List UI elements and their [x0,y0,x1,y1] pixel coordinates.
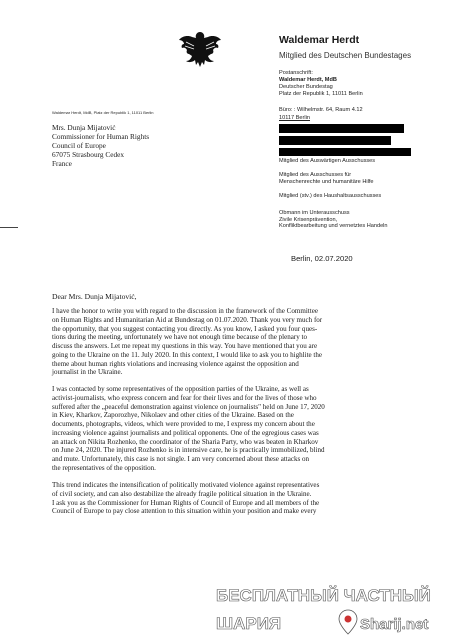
text-line: in Kiev, Kharkov, Zaporozhye, Nikolaev and other cities of the Ukraine. Based on the [52,411,294,420]
fold-mark [0,227,18,228]
text-line: suffered after the „peaceful demonstration against violence on journalists" held on June 17, 2020 [52,402,325,411]
pin-icon [339,610,357,634]
text-line: going to the Ukraine on the 11. July 2020. In this context, I would like to ask you to highlite the [52,350,323,359]
body-paragraph [52,307,417,377]
postal-label: Postanschrift: [279,70,313,76]
sender-name: Waldemar Herdt [279,34,360,46]
watermark-line2: ШАРИЯ [216,614,282,633]
postal-line-name: Waldemar Herdt, MdB [279,77,337,83]
text-line: an attack on Nikita Rozhenko, the coordinator of the Sharia Party, who was beaten in Kharkov [52,437,319,446]
office-postcode: 10117 Berlin [279,115,310,121]
watermark-line1: БЕСПЛАТНЫЙ ЧАСТНЫЙ [216,586,431,605]
sender-subtitle: Mitglied des Deutschen Bundestages [279,51,412,60]
recipient-address: Mrs. Dunja Mijatović Commissioner for Human Rights Council of Europe 67075 Strasbourg Cedex France [52,123,150,168]
redaction-bar [279,148,411,156]
committee-item: Mitglied des Ausschusses für Menschenrechte und humanitäre Hilfe [279,172,374,185]
body-paragraph [52,385,417,473]
text-line: increasing violence against journalists and political opponents. One of the egregious cases was [52,428,319,437]
text-line: activist-journalists, who express concern and fear for their lives and for the lives of those who [52,393,317,402]
committee-item: Mitglied des Auswärtigen Ausschusses [279,158,376,164]
text-line: tions during the meeting, unfortunately we have not enough time because of the plenary to [52,333,307,342]
text-line: on June 24, 2020. The injured Rozhenko is in intensive care, he is practically immobilized, blind [52,446,325,455]
text-line: and mute. Unfortunately, this case is not single. I am very concerned about these attacks on [52,455,310,463]
text-line: I ask you as the Commissioner for Human Rights of Council of Europe and all members of the [52,498,320,507]
text-line: Council of Europe to pay close attention to this situation within your position and make every [52,507,317,516]
redaction-bar [279,124,404,133]
text-line: I have the honor to write you with regard to the discussion in the framework of the Committee [52,307,318,315]
text-line: I was contacted by some representatives of the opposition parties of the Ukraine, as well as [52,385,309,393]
return-address: Waldemar Herdt, MdB, Platz der Republik 1, 11011 Berlin [52,110,154,115]
office-address: Büro: : Wilhelmstr. 64, Raum 4.12 [279,107,363,113]
postal-line-institution: Deutscher Bundestag [279,84,333,90]
body-paragraph [52,481,417,516]
text-line: the opportunity, that you suggest contacting you directly. As you know, I asked you four ques- [52,324,318,333]
text-line: discuss the answers. Let me repeat my questions in this way. You have mentioned that you are [52,342,318,350]
postal-line-street: Platz der Republik 1, 11011 Berlin [279,91,363,97]
committee-item: Mitglied (stv.) des Haushaltsausschusses [279,193,382,199]
text-line: journalist in the Ukraine. [52,368,123,377]
salutation: Dear Mrs. Dunja Mijatović, [52,292,137,301]
watermark-site: Sharij.net [360,616,429,633]
text-line: documents, photographs, videos, which were provided to me, I express my concern about the [52,420,315,428]
committee-item: Obmann im Unterausschuss Zivile Krisenprävention, Konfliktbearbeitung und vernetztes Handeln [279,210,388,230]
text-line: on Human Rights and Humanitarian Aid at Bundestag on 01.07.2020. Thank you very much for [52,315,323,324]
city-date: Berlin, 02.07.2020 [291,254,353,263]
watermark [214,574,456,643]
text-line: theme about human rights violations and increasing violence against the opposition and [52,359,299,368]
text-line: This trend indicates the intensification of politically motivated violence against representatives [52,481,320,489]
text-line: the representatives of the opposition. [52,463,156,472]
text-line: of civil society, and can also destabilize the already fragile political situation in the Ukraine. [52,489,312,498]
redaction-bar [279,136,391,145]
bundestag-eagle-icon [178,30,222,68]
